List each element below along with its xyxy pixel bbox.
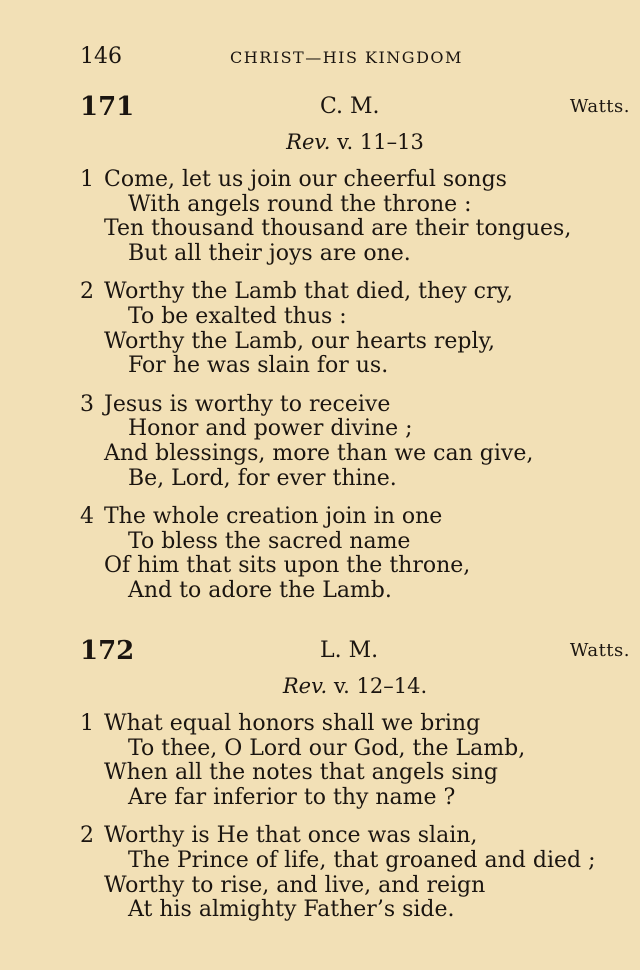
stanza [80, 393, 630, 491]
hymn-meter: L. M. [320, 638, 379, 663]
verse-line: Worthy to rise, and live, and reign [104, 872, 486, 898]
hymn-author: Watts. [569, 96, 630, 117]
scripture-reference [80, 130, 630, 154]
verse-line: Worthy is He that once was slain, [104, 823, 478, 849]
verse-line: Worthy the Lamb, our hearts reply, [104, 328, 496, 354]
verse-line: To be exalted thus : [128, 303, 347, 329]
verse-line: What equal honors shall we bring [104, 711, 481, 736]
stanza-number: 4 [80, 504, 94, 530]
verse-line: And blessings, more than we can give, [104, 440, 534, 466]
verse-line: With angels round the throne : [128, 191, 472, 217]
hymn-172 [80, 636, 630, 923]
page-number: 146 [80, 44, 122, 69]
hymn-171 [80, 92, 630, 604]
verse-line: To thee, O Lord our God, the Lamb, [128, 735, 526, 761]
verse-line: Be, Lord, for ever thine. [128, 465, 397, 491]
hymn-meter: C. M. [320, 94, 380, 119]
scripture-book: Rev. [282, 674, 328, 698]
verse-line: Jesus is worthy to receive [104, 391, 391, 417]
verse-line: But all their joys are one. [128, 240, 411, 266]
hymn-number: 172 [80, 636, 135, 666]
stanza-number: 1 [80, 711, 94, 736]
stanza [80, 712, 630, 810]
verse-line: Of him that sits upon the throne, [104, 553, 471, 579]
verse-line: For he was slain for us. [128, 353, 389, 379]
scripture-reference [80, 674, 630, 698]
stanza-number: 1 [80, 167, 94, 192]
verse-line: The Prince of life, that groaned and died ; [128, 847, 596, 873]
hymn-header [80, 636, 630, 670]
verse-line: To bless the sacred name [128, 528, 411, 554]
hymn-author: Watts. [569, 640, 630, 661]
stanza-number: 3 [80, 391, 94, 417]
verse-line: Come, let us join our cheerful songs [104, 167, 507, 192]
verse-line: At his almighty Father’s side. [128, 897, 455, 923]
running-title: CHRIST—HIS KINGDOM [230, 48, 463, 67]
verse-line: Honor and power divine ; [128, 416, 413, 442]
stanza-number: 2 [80, 823, 94, 849]
verse-line: And to adore the Lamb. [128, 577, 392, 603]
hymn-header [80, 92, 630, 126]
stanza [80, 505, 630, 603]
hymn-number: 171 [80, 92, 135, 122]
scripture-verse: v. 12–14. [333, 674, 428, 698]
verse-line: When all the notes that angels sing [104, 760, 498, 786]
verse-line: Are far inferior to thy name ? [128, 784, 456, 810]
scripture-verse: v. 11–13 [337, 130, 424, 154]
verse-line: Ten thousand thousand are their tongues, [104, 216, 572, 242]
verse-line: Worthy the Lamb that died, they cry, [104, 279, 513, 305]
stanza [80, 824, 630, 922]
verse-line: The whole creation join in one [104, 504, 443, 530]
running-head [80, 44, 560, 74]
stanza-number: 2 [80, 279, 94, 305]
stanza [80, 168, 630, 266]
scripture-book: Rev. [286, 130, 331, 154]
stanza [80, 280, 630, 378]
